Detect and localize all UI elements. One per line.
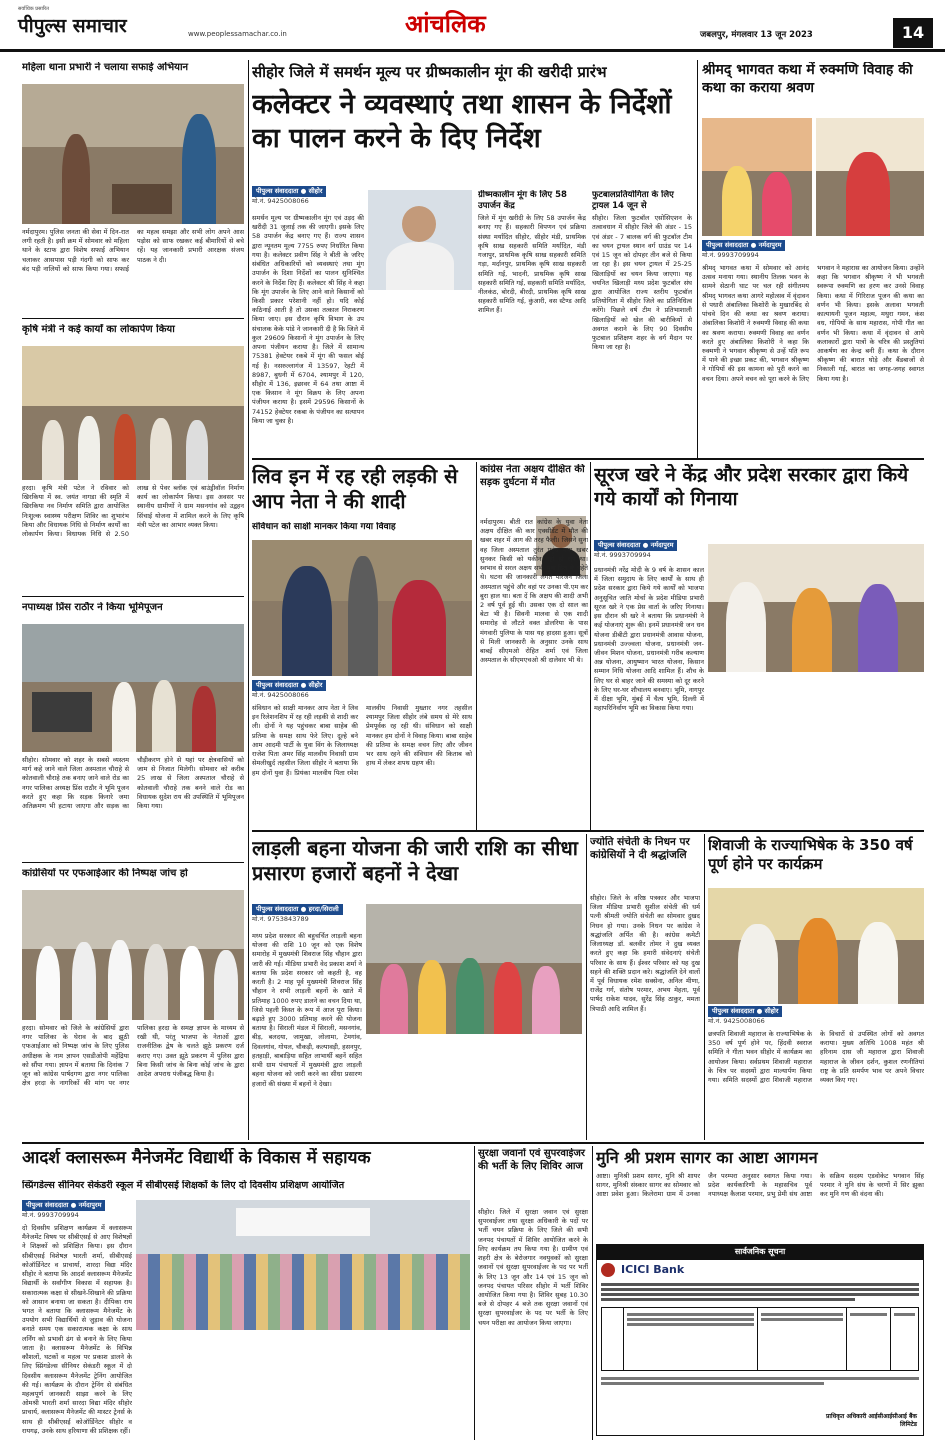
photo-bhoomipujan: [22, 624, 244, 752]
mid-article-6-body: छत्रपति शिवाजी महाराज के राज्याभिषेक के 350 वर्ष पूर्ण होने पर, हिंदवी स्वराज समिति ने गीता भवन सीहोर में कार्यक्रम का आयोजन किया। सर्वप्रथम शिवाजी महाराज के चित्र पर सदस्यों द्वारा माल्यार्पण किया गया। समिति सदस्यों द्वारा शिवाजी महाराज के विचारों से उपस्थित लोगों को अवगत कराया। मुख्य अतिथि 1008 महंत श्री हरिनाम दास जी महाराज द्वारा शिवाजी महाराज के जीवन दर्शन, कुशल रणनीतियां राष्ट्र के प्रति समर्पण भाव पर अपने विचार व्यक्त किए गए।: [708, 1030, 924, 1085]
main-sidebox-2: [592, 190, 692, 450]
photo-collector: [368, 190, 472, 290]
main-headline: कलेक्टर ने व्यवस्थाएं तथा शासन के निर्देशों का पालन करने के दिए निर्देश: [252, 89, 672, 154]
mid-article-5-title-block: [590, 836, 700, 892]
photo-bhagwat-katha-speaker: [816, 118, 924, 236]
byline: पीपुल्स संवाददाता ● नर्मदापुरम: [22, 1200, 105, 1211]
bottom-article-2-body: सीहोर। जिले में सुरक्षा जवान एवं सुरक्षा सुपरवाईजर तथा सुरक्षा अधिकारी के पदों पर भर्ती चयन प्रक्रिया के लिए जिले की सभी जनपद पंचायतों में शिविर आयोजित करने के लिए कार्यक्रम तय किया गया है। ग्रामीण एवं शहरी क्षेत्र के बेरोजगार नवयुवकों को सुरक्षा जवानों एवं सुरक्षा सुपरवाईजर के पद पर भर्ती के लिए 13 जून और 14 एवं 15 जून को जनपद पंचायत परिसर सीहोर में भर्ती शिविर आयोजित किया गया है। शिविर सुबह 10.30 बजे से दोपहर 4 बजे तक सुरक्षा जवानों एवं सुरक्षा सुपरवाईजर के पद पर भर्ती के लिए चयन परीक्षा का आयोजन किया जाएगा।: [478, 1208, 588, 1327]
main-kicker-block: [252, 62, 692, 86]
left-article-1-body: नर्मदापुरम। पुलिस जनता की सेवा में दिन-रात लगी रहती है। इसी क्रम में सोमवार को महिला थाने के स्टाफ द्वारा विशेष सफाई अभियान चलाकर आसपास पड़ी गंदगी को साफ कर बंद पड़ी नालियों को साफ किया गया। सफाई का महत्व समझा और सभी लोग अपने आस पड़ोस को साफ रखकर कई बीमारियों से बचे रहें। यह जानकारी प्रभारी आरक्षक संजय पाठक ने दी।: [22, 228, 244, 273]
bottom-article-1-body: दो दिवसीय प्रशिक्षण कार्यक्रम में क्लासरूम मैनेजमेंट विषय पर सीबीएसई से आए विशेषज्ञों ने शिक्षकों को प्रशिक्षित किया। इस दौरान सीबीएसई विशेषज्ञ भारती शर्मा, सीबीएसई कोऑर्डिनेटर व प्राचार्या, शारदा विद्या मंदिर सीहोर ने बताया कि आदर्श क्लासरूम मैनेजमेंट विद्यार्थी के सर्वांगीण विकास में सहायक है। सकारात्मक कक्षा से सीखने-सिखाने की प्रक्रिया को आसान बनाया जा सकता है। दीपिका राय भगत ने बताया कि क्लासरूम मैनेजमेंट के उपयोग सभी विद्यार्थियों से जुड़ाव की योजना बनाते समय एक सकारात्मक कक्षा के साथ लर्निंग को प्रभावी ढंग से बनाने के लिए किया जाता है। क्लासरूम मैनेजमेंट के विभिन्न कौशलों, घटकों व महत्व पर प्रकाश डालने के लिए स्प्रिंगडेल्स सीनियर सेकंडरी स्कूल में दो दिवसीय क्लासरूम मैनेजमेंट ट्रेनिंग आयोजित की गई। कार्यक्रम के दौरान ट्रेनिंग से संबंधित महत्वपूर्ण जानकारी साझा करने के लिए ओमश्री भारती शर्मा सारदा विद्या मंदिर सीहोर प्राचार्य, क्लासरूम मैनेजमेंट की मास्टर ट्रेनर्स के साथ ही सीबीएसई कोऑर्डिनेटर सीहोर व रायगढ़, उनके साथ हरियाणा की प्रशिक्षक रहीं।: [22, 1224, 132, 1435]
contact-number: मो.नं. 9753843789: [252, 914, 309, 923]
photo-minister-event: [22, 346, 244, 480]
article-title: ज्योति संचेती के निधन पर कांग्रेसियों ने दी श्रद्धांजलि: [590, 836, 690, 862]
contact-number: मो.नं. 9425008066: [252, 196, 309, 205]
photo-press-conference: [708, 544, 924, 672]
bank-logo-icon: [601, 1263, 615, 1277]
notice-signature: प्राधिकृत अधिकारी आईसीआईसीआई बैंक लिमिटेड: [826, 1412, 917, 1428]
notice-heading: सार्वजनिक सूचना: [597, 1245, 923, 1260]
mid-article-1-body: संविधान को साक्षी मानकर आप नेता ने लिव इन रिलेशनशिप में रह रही लड़की से शादी कर ली। दोनों ने यह पहुंचकर बाबा साहेब की प्रतिमा के समक्ष साथ फेरे लिए। दूल्हे बने आम आदमी पार्टी के युवा विंग के जिलाध्यक्ष राजेश पिता अमर सिंह मालवीय निवासी ग्राम सेमलीखुर्द तहसील जिला सीहोर ने बताया कि हम दोनों युवा हैं। प्रियंका मालवीय पिता रमेश मालवीय निवासी मुख्तार नगर तहसील श्यामपुर जिला सीहोर लंबे समय से मेरे साथ प्रेमपूर्वक रह रही थी। संविधान को साक्षी मानकर हम दोनों ने विवाह किया। बाबा साहेब की प्रतिमा के समक्ष वचन लिए और जीवन भर साथ रहने की संविधान की किताब को हाथ में लेकर शपथ ग्रहण की।: [252, 704, 472, 777]
article-title: कांग्रेसियों पर एफआईआर की निष्पक्ष जांच हो: [22, 868, 188, 879]
main-sidebox-1: [478, 190, 586, 450]
bank-name: ICICI Bank: [621, 1262, 685, 1276]
bottom-article-1-title-block: [22, 1148, 470, 1176]
right-article-1-title-block: [702, 62, 924, 114]
left-article-4-body: हरदा। सोमवार को जिले के कांग्रेसियों द्वारा नगर पालिका के घेराव के बाद झूठी एफआईआर को निष्पक्ष जांच के लिए पुलिस अधीक्षक के नाम ज्ञापन एसडीओपी महेंद्रिया को सौंपा गया। ज्ञापन में बताया कि दिनांक 7 जून को कांग्रेस पार्षदगण द्वारा नगर पालिका क्षेत्र हरदा के नागरिकों की मांग पर नगर पालिका हरदा के समक्ष ज्ञापन के माध्यम से रखी थी, परंतु भाजपा के नेताओं द्वारा राजनीतिक द्वेष के चलते झूठे प्रकरण दर्ज कराए गए। उक्त झूठे प्रकरण में पुलिस द्वारा बिना किसी जांच के बिना कोई जांच के द्वारा आदेश अपराध पंजीबद्ध किया है।: [22, 1024, 244, 1088]
photo-bhagwat-katha-stage: [702, 118, 812, 236]
mid-article-1-sub-block: [252, 522, 472, 538]
right-article-1-body: श्रीमद् भागवत कथा में सोमवार को आनंद उत्सव मनाया गया। स्थानीय तिलक भवन के सामने सेठानी घाट पर चल रही संगीतमय श्रीमद् भागवत कथा आगरे महोत्सव में वृंदावन से पधारी अंबालिका किशोरी के मुखारबिंद से पांचवे दिन की कथा का श्रवण कराया। अंबालिका किशोरी ने रुक्मणी विवाह की कथा का श्रवण कराया। रुक्मणी विवाह का वर्णन करते हुए अंबालिका किशोरी ने कहा कि रुक्मणी ने भगवान श्रीकृष्ण से उन्हें पति रूप में पाने की इच्छा प्रकट की, भगवान श्रीकृष्ण ने गोपियों की इस कामना को पूरी करने का वचन दिया। अपने वचन को पूरा करने के लिए भगवान ने महारास का आयोजन किया। उन्होंने कहा कि भगवान श्रीकृष्ण ने भी भगवती स्वरूपा रुक्मणि का हरण कर उनसे विवाह किया। कथा में गिरिराज पूजन की कथा का वर्णन भी किया। इसके अलावा भगवती कात्यायनी पूजन महात्म, मथुरा गमन, कंस वध, गोपियों के साथ महारास, गोपी गीत का वर्णन भी किया। कथा में वृंदावन से आये कलाकारों द्वारा पात्रों के चरित्र की प्रस्तुतियां आकर्षण का केन्द्र बनी हैं। कथा के दौरान श्रीकृष्ण की बारात घोड़े और बैंडबाजों से निकाली गई, बारात का जगह-जगह स्वागत किया गया है।: [702, 264, 924, 383]
sidebox-body: सीहोर। जिला फुटबॉल एसोसिएशन के तत्वावधान में सीहोर जिले की अंडर - 15 एवं अंडर - 7 बालक वर्ग की फुटबॉल टीम का चयन ट्रायल स्थान वर्ग ग्राउंड पर 14 एवं 15 जून को दोपहर तीन बजे से किया जा रहा है। इस चयन ट्रायल में 25-25 खिलाड़ियों का चयन किया जाएगा। यह चयनित खिलाड़ी मध्य प्रदेश फुटबॉल संघ द्वारा आयोजित राज्य स्तरीय फुटबॉल प्रतियोगिता में सीहोर जिले का प्रतिनिधित्व करेंगे। पिछले वर्ष टीम ने प्रतिभाशाली खिलाड़ियों को खेल की बारीकियों से अवगत कराने के लिए 90 दिवसीय फुटबाल प्रशिक्षण शहर के वर्ग मैदान पर किया जा रहा है।: [592, 214, 692, 352]
site-url: www.peoplessamachar.co.in: [188, 30, 287, 38]
article-title: लिव इन में रह रही लड़की से आप नेता ने की शादी: [252, 464, 458, 513]
article-title: मुनि श्री प्रशम सागर का आष्टा आगमन: [596, 1148, 818, 1167]
mid-article-1-title-block: [252, 464, 472, 522]
bottom-article-2-title-block: [478, 1148, 588, 1206]
contact-number: मो.नं. 9425008066: [708, 1016, 765, 1025]
photo-cleaning-drive: [22, 84, 244, 224]
article-subtitle: स्प्रिंगडेल्स सीनियर सेकंडरी स्कूल में सीबीएसई शिक्षकों के लिए दो दिवसीय प्रशिक्षण आयोजित: [22, 1180, 345, 1191]
byline: पीपुल्स संवाददाता ● नर्मदापुरम: [702, 240, 785, 251]
section-title: आंचलिक: [405, 10, 486, 38]
byline: पीपुल्स संवाददाता ● नर्मदापुरम: [594, 540, 677, 551]
mid-article-2-title-block: [480, 464, 585, 514]
photo-ladli-behna-event: [366, 904, 582, 1034]
article-title: सुरक्षा जवानों एवं सुपरवाईजर की भर्ती के लिए शिविर आज: [478, 1148, 585, 1172]
mid-article-3-body: प्रधानमंत्री नरेंद्र मोदी के 9 वर्ष के शासन काल में जिला समुदाय के लिए कार्यों के साथ ही प्रदेश सरकार द्वारा किये गये कार्यों को भाजपा अनुसूचित जाति मोर्चा के प्रदेश मीडिया प्रभारी सूरज खरे ने एक प्रेस वार्ता के जरिए गिनाया। इस दौरान श्री खरे ने बताया कि प्रधानमंत्री ने कई योजनाएं शुरू की। इनमें प्रधानमंत्री जन धन योजना डीबीटी द्वारा प्रधानमंत्री आवास योजना, प्रधानमंत्री उज्ज्वला योजना, प्रधानमंत्री जन-जीवन मिशन योजना, प्रधानमंत्री गरीब कल्याण अन्न योजना, आयुष्मान भारत योजना, किसान सम्मान निधि योजना आदि शामिल हैं। शौच के लिए घर से बाहर जाने की समस्या को दूर करने के लिए घर-घर शौचालय बनवाए। भूमि, नागपुर में दीक्षा भूमि, मुंबई में चैत्य भूमि, दिल्ली में महापरिनिर्वाण भूमि का विकास किया गया।: [594, 566, 704, 713]
article-subtitle: संविधान को साक्षी मानकर किया गया विवाह: [252, 522, 396, 532]
issue-date: जबलपुर, मंगलवार 13 जून 2023: [700, 30, 813, 40]
photo-wedding: [252, 540, 472, 676]
bottom-article-1-byline-block: [22, 1200, 132, 1222]
mid-article-4-byline-block: [252, 904, 362, 930]
left-article-2-title-block: [22, 324, 244, 342]
mid-article-2-body: नर्मदापुरम। बीती रात कांग्रेस के युवा नेता अक्षय दीक्षित की कार एक्सीडेंट में मौत की खबर शहर में आग की तरह फैली। जिसने सुना वह जिला अस्पताल तुरंत पहुंच गया खबर सुनकर किसी को यकीन नहीं हो रहा था। स्वभाव से सरल अक्षय सभी युवा दिल के चहेते थे। घटना की जानकारी लगते परिजन जिला अस्पताल पहुंचे और वहां पर उनका पी.एम कर बुरा हाल था। बता दें कि अक्षय की शादी अभी 2 वर्ष पूर्व हुई थी। उसका एक दो साल का बेटा भी है। सिवनी मालवा से एक शादी समारोह से लौटते वक्त डोलरिया के पास मंगवारी पुलिया के पास यह हादसा हुआ। सूत्रों से मिली जानकारी के अनुसार उनके साथ बाबई सीएमओ रोहित शर्मा एवं जिला अस्पताल के सीएमएचओ श्री दालेवार भी थे।: [480, 518, 588, 665]
sidebox-title: फुटबालप्रतियोगिता के लिए ट्रायल 14 जून से: [592, 190, 674, 211]
contact-number: मो.नं. 9993709994: [594, 550, 651, 559]
bottom-article-3-title-block: [596, 1148, 924, 1170]
public-notice: [596, 1244, 924, 1436]
left-article-3-title-block: [22, 602, 244, 620]
bottom-article-1-body-cont: [136, 1334, 470, 1436]
byline: पीपुल्स संवाददाता ● सीहोर: [252, 186, 326, 197]
masthead: [0, 0, 945, 52]
main-body-col1: समर्थन मूल्य पर ग्रीष्मकालीन मूंग एवं उड़द की खरीदी 31 जुलाई तक की जाएगी। इसके लिए 58 उपार्जन केंद्र बनाए गए हैं। राज्य शासन द्वारा न्यूनतम मूल्य 7755 रुपए निर्धारित किया गया है। कलेक्टर प्रवीण सिंह ने बीती के जरिए संबंधित अधिकारियों को व्यवस्थाएं तथा मूंग उपार्जन के दिशा निर्देशों का पालन सुनिश्चित करने के निर्देश दिए हैं। कलेक्टर श्री सिंह ने कहा कि मूंग उपार्जन के लिए आने वाले किसानों को किसी प्रकार परेशानी नहीं हो। यदि कोई कठिनाई आती है तो उसका तत्काल निराकरण किया जाए। इस दौरान कृषि विभाग के उप संचालक केके पांडे ने जानकारी दी है कि जिले में कुल 29609 किसानों ने मूंग उपार्जन के लिए अपना पंजीयन कराया है। जिले में सामान्य 75381 हेक्टेयर रकबे में मूंग की फसल बोई गई है। नसरुल्लागंज में 13597, रेहटी में 8987, बुधनी में 6704, श्यामपुर में 120, सीहोर में 136, इछावर में 64 तथा आष्टा में एक किसान ने मूंग विक्रय के लिए अपना पंजीयन कराया है। इसमें 29596 किसानों के 74152 हेक्टेयर रकबा के पंजीयन का सत्यापन किया जा चुका है।: [252, 214, 364, 425]
left-article-2-body: हरदा। कृषि मंत्री पटेल ने रविवार को खिरकिया में स्व. जयंत नागडा की स्मृति में खिरकिया नव निर्माण समिति द्वारा आयोजित निःशुल्क स्वास्थ्य परीक्षण शिविर का शुभारंभ किया और विधायक निधि से निर्माण कार्यों का लोकार्पण किया। विधायक निधि से 2.50 लाख से पेवर ब्लॉक एवं बाउंड्रीवॉल निर्माण कार्य का लोकार्पण किया। इस अवसर पर स्थानीय ग्रामीणों ने ग्राम मसनगांव को उद्वहन सिंचाई योजना में शामिल करने के लिए कृषि मंत्री पटेल का आभार व्यक्त किया।: [22, 484, 244, 539]
mid-article-4-body: मध्य प्रदेश सरकार की बहुचर्चित लाड़ली बहना योजना की राशि 10 जून को एक विशेष समारोह में मुख्यमंत्री शिवराज सिंह चौहान द्वारा जारी की गई। मीडिया प्रभारी वेद प्रकाश शर्मा ने बताया कि प्रदेश सरकार जो कहती है, वह करती है। 2 माह पूर्व मुख्यमंत्री शिवराज सिंह चौहान ने सभी लाड़ली बहनों के खाते में प्रतिमाह 1000 रुपए डालने का वचन दिया था, जिसे पहली किस्त के रूप में आज पूरा किया। बढ़ाते हुए 3000 प्रतिमाह करने की योजना बताया है। सिराली मंडल में सिराली, मसनगांव, बीड़, बलदया, जामुखा, लोलामा, टेमगांव, दिवलगांव, गोयल, चौकड़ी, कल्पावड़ी, हसनपुर, हतहाड़ी, बाबाड़िया सहित लाभार्थी बहनें सहित सभी ग्राम पंचायतों में मुख्यमंत्री द्वारा लाड़ली बहना योजना को जारी करने का सीधा प्रसारण हजारों की संख्या में बहनों ने देखा।: [252, 932, 362, 1088]
photo-teachers-training: [136, 1200, 470, 1330]
contact-number: मो.नं. 9425008066: [252, 690, 309, 699]
article-title: सूरज खरे ने केंद्र और प्रदेश सरकार द्वारा किये गये कार्यों को गिनाया: [594, 464, 909, 510]
photo-congress-memorandum: [22, 890, 244, 1020]
mid-article-4-title-block: [252, 836, 582, 900]
left-article-4-title-block: [22, 868, 244, 886]
mid-article-6-byline-block: [708, 1006, 818, 1028]
left-article-3-body: सीहोर। सोमवार को शहर के सबसे व्यस्तम मार्ग कहे जाने वाले जिला अस्पताल चौराहे से कोतवाली चौराहे तक बनाए जाने वाले रोड का नगर पालिका अध्यक्ष प्रिंस राठौर ने भूमि पूजन करते हुए कहा कि सड़क किनारे जमा अतिक्रमण भी हटाया जाएगा और सड़क का चौड़ीकरण होने से यहां पर क्षेत्रवासियों को जाम से निजात मिलेगी। सोमवार को करीब 25 लाख से जिला अस्पताल चौराहे से कोतवाली चौराहे तक बनने वाले रोड का विधायक सुदेश राय की उपस्थिति में भूमिपूजन किया गया।: [22, 756, 244, 811]
article-title: नपाध्यक्ष प्रिंस राठौर ने किया भूमिपूजन: [22, 602, 163, 613]
notice-table: [601, 1307, 919, 1371]
mid-article-1-byline-block: [252, 680, 362, 702]
mid-article-5-body: सीहोर। जिले के वरिष्ठ पत्रकार और भाजपा जिला मीडिया प्रभारी सुशील संचेती की धर्म पत्नी श्रीमती ज्योति संचेती का सोमवार दुखद निधन हो गया। उनके निधन पर कांग्रेस ने श्रद्धांजलि अर्पित की है। कांग्रेस कमेटी जिलाध्यक्ष डॉ. बलवीर तोमर ने दुख व्यक्त करते हुए कहा कि हमारी संवेदनाएं संचेती परिवार के साथ हैं। ईश्वर परिवार को यह दुख सहने की शक्ति प्रदान करे। श्रद्धांजलि देने वालों में पूर्व विधायक रमेश सक्सेना, अनिल मीणा, राजेंद्र गर्ग, संतोष परमार, अभय मेहता, पूर्व पार्षद राकेश यादव, सुरेंद्र सिंह ठाकुर, ममता त्रिपाठी आदि शामिल हैं।: [590, 894, 700, 1013]
sidebox-title: ग्रीष्मकालीन मूंग के लिए 58 उपार्जन केंद्र: [478, 190, 567, 211]
article-title: शिवाजी के राज्याभिषेक के 350 वर्ष पूर्ण होने पर कार्यक्रम: [708, 836, 913, 873]
article-kicker: सीहोर जिले में समर्थन मूल्य पर ग्रीष्मकालीन मूंग की खरीदी प्रारंभ: [252, 63, 607, 81]
brand-logo: पीपुल्स समाचार: [18, 15, 127, 37]
mid-article-3-title-block: [594, 464, 924, 538]
mid-article-3-body-cont: [708, 676, 924, 826]
article-title: लाड़ली बहना योजना की जारी राशि का सीधा प्रसारण हजारों बहनों ने देखा: [252, 836, 578, 885]
bottom-article-3-body: आष्टा। मुनिश्री प्रशम सागर, मुनि श्री शायर सागर, मुनिश्री संस्कार सागर का सोमवार को आष्टा प्रवेश हुआ। किलेरामा ग्राम में उनका जैन परम्परा अनुसार स्वागत किया गया। प्रदेश कार्यकारिणी के महासचिव पूर्व नपाध्यक्ष कैलाश परमार, प्रभु प्रेमी संघ आष्टा के सक्रिय सदस्य एडवोकेट भगवान सिंह परमार ने मुनि संघ के चरणों में सिर झुका कर मुनि गण की वंदना की।: [596, 1172, 924, 1199]
main-headline-block: [252, 88, 692, 178]
article-title: आदर्श क्लासरूम मैनेजमेंट विद्यार्थी के विकास में सहायक: [22, 1148, 371, 1168]
article-title: कांग्रेस नेता अक्षय दीक्षित की सड़क दुर्घटना में मौत: [480, 464, 585, 488]
photo-shivaji-event: [708, 888, 924, 1004]
page-number: 14: [893, 18, 933, 48]
right-byline-block: [702, 240, 812, 262]
mid-article-3-byline-block: [594, 540, 704, 562]
brand-tagline: सर्वाधिक प्रसारित: [18, 6, 49, 12]
sidebox-body: जिले में मूंग खरीदी के लिए 58 उपार्जन केंद्र बनाए गए हैं। सहकारी विपणन एवं प्रक्रिया संस्था मर्यादित सीहोर, सीहोर मंडी, प्राथमिक कृषि साख सहकारी समिति मर्यादित, मंडी गजापुर, प्राथमिक कृषि साख सहकारी समिति गड़ा, मर्दानपुर, प्राथमिक कृषि साख सहकारी समिति गई, भादनी, प्राथमिक कृषि साख सहकारी समिति गई, सहकारी समिति मर्यादित, नीलकंठ, बोरदी, बीरदी, प्राथमिक कृषि साख सहकारी समिति गई, कुंआरी, वस स्टैण्ड आदि शामिल हैं।: [478, 214, 586, 315]
left-article-1-title-block: [22, 62, 244, 80]
main-body-col2: [368, 294, 472, 450]
byline: पीपुल्स संवाददाता ● सीहोर: [708, 1006, 782, 1017]
article-title: श्रीमद् भागवत कथा में रुक्मणि विवाह की कथा का कराया श्रवण: [702, 62, 913, 96]
mid-article-6-title-block: [708, 836, 924, 886]
bottom-article-1-sub-block: [22, 1180, 470, 1196]
article-title: कृषि मंत्री ने कई कार्यों का लोकार्पण किया: [22, 324, 175, 335]
contact-number: मो.नं. 9993709994: [22, 1210, 79, 1219]
article-title: महिला थाना प्रभारी ने चलाया सफाई अभियान: [22, 62, 189, 73]
mid-article-4-body-cont: [366, 1038, 582, 1138]
contact-number: मो.नं. 9993709994: [702, 250, 759, 259]
byline: पीपुल्स संवाददाता ● हरदा/सिराली: [252, 904, 343, 915]
byline: पीपुल्स संवाददाता ● सीहोर: [252, 680, 326, 691]
